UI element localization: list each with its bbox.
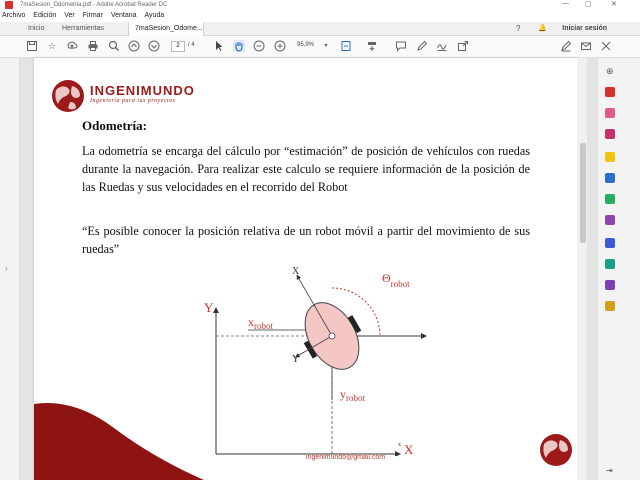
toolbar: [0, 36, 640, 58]
collapse-panel-icon[interactable]: ⇥: [606, 466, 613, 475]
zoom-out-icon[interactable]: [253, 40, 265, 52]
mark-icon[interactable]: [600, 40, 612, 52]
paragraph-1: La odometría se encarga del cálculo por “estimación” de posición de vehículos con ruedas durante la navegación. Para realizar este calculo se requiere información de la posición de las Ruedas y sus velocidades en el recorrido del Robot: [82, 144, 530, 194]
menu-ayuda[interactable]: Ayuda: [144, 12, 165, 19]
organize-pages-icon[interactable]: [605, 194, 615, 204]
document-area[interactable]: [20, 58, 597, 480]
create-pdf-icon[interactable]: [605, 108, 615, 118]
send-for-signature-icon[interactable]: [605, 301, 615, 311]
page-number-input[interactable]: 2: [171, 41, 185, 52]
hand-icon[interactable]: [233, 40, 245, 52]
left-panel: [0, 58, 20, 480]
signin-button[interactable]: Iniciar sesión: [562, 25, 607, 32]
footer-logo-globe-icon: [538, 432, 574, 468]
upload-icon[interactable]: [66, 40, 78, 52]
scrollbar-thumb[interactable]: [580, 143, 586, 243]
tab-home[interactable]: Inicio: [28, 25, 45, 32]
title-bar: [0, 0, 640, 11]
tab-bar: [0, 22, 640, 36]
expand-left-icon[interactable]: ›: [5, 264, 8, 273]
logo-globe-icon: [50, 78, 86, 114]
acrobat-icon: [5, 1, 13, 9]
odometry-diagram: [204, 260, 444, 456]
search-icon[interactable]: [108, 40, 120, 52]
export-pdf-icon[interactable]: [605, 87, 615, 97]
protect-icon[interactable]: [605, 238, 615, 248]
minimize-button[interactable]: —: [562, 0, 569, 7]
menu-archivo[interactable]: Archivo: [2, 12, 26, 19]
redact-icon[interactable]: [605, 215, 615, 225]
zoom-value[interactable]: 95,9%: [297, 42, 315, 48]
close-button[interactable]: ✕: [611, 1, 617, 8]
footer-email[interactable]: ingenimundo@gmail.com: [306, 454, 386, 461]
menu-firmar[interactable]: Firmar: [82, 12, 103, 19]
search-panel-icon[interactable]: ⊕: [606, 66, 614, 76]
maximize-button[interactable]: ▢: [585, 1, 592, 8]
label-theta-robot: $\Theta_{robot}$: [382, 271, 410, 289]
comment-tool-icon[interactable]: [605, 152, 615, 162]
vertical-scrollbar[interactable]: [577, 58, 587, 480]
sign-icon[interactable]: [436, 40, 448, 52]
mail-icon[interactable]: [580, 40, 592, 52]
tab-document-label: 7maSesion_Odome...: [135, 25, 203, 32]
edit-icon[interactable]: [560, 40, 572, 52]
pdf-page: [34, 58, 579, 480]
combine-files-icon[interactable]: [605, 173, 615, 183]
page-up-icon[interactable]: [128, 40, 140, 52]
bookmark-icon[interactable]: ☆: [47, 41, 57, 51]
right-tools-panel: [597, 58, 640, 480]
label-y-robot: $y_{robot}$: [340, 387, 365, 403]
tab-document[interactable]: [128, 22, 204, 36]
fill-sign-icon[interactable]: [605, 280, 615, 290]
help-icon[interactable]: ?: [516, 24, 521, 33]
fit-icon[interactable]: [340, 40, 352, 52]
menu-edicion[interactable]: Edición: [33, 12, 57, 19]
page-down-icon[interactable]: [148, 40, 160, 52]
page-heading: Odometría:: [82, 118, 147, 133]
optimize-icon[interactable]: [605, 259, 615, 269]
label-corner-x: x: [398, 442, 401, 448]
comment-icon[interactable]: [395, 40, 407, 52]
label-x-robot: $x_{robot}$: [248, 315, 273, 331]
bell-icon[interactable]: 🔔: [538, 25, 547, 32]
cursor-icon[interactable]: [213, 40, 225, 52]
label-axis-x: X: [404, 442, 414, 456]
zoom-dropdown-icon[interactable]: ▾: [324, 43, 328, 49]
share-icon[interactable]: [457, 40, 469, 52]
zoom-in-icon[interactable]: [274, 40, 286, 52]
paragraph-2: “Es posible conocer la posición relativa de un robot móvil a partir del movimiento de sus ruedas”: [82, 224, 530, 256]
label-local-x: X: [292, 266, 300, 277]
label-axis-y: Y: [204, 300, 214, 315]
logo-text: INGENIMUNDO: [90, 83, 195, 98]
print-icon[interactable]: [87, 40, 99, 52]
menu-ventana[interactable]: Ventana: [110, 12, 137, 19]
menu-bar: [0, 11, 640, 22]
pen-icon[interactable]: [416, 40, 428, 52]
logo-subtitle: Ingeniería para tus proyectos: [90, 98, 176, 104]
label-local-y: Y: [292, 354, 300, 365]
page-total: / 4: [188, 42, 195, 48]
save-icon[interactable]: [26, 40, 38, 52]
scroll-icon[interactable]: [366, 40, 378, 52]
window-title: 7maSesion_Odometria.pdf - Adobe Acrobat Reader DC: [20, 2, 168, 8]
tab-tools[interactable]: Herramientas: [62, 25, 105, 32]
edit-pdf-icon[interactable]: [605, 129, 615, 139]
menu-ver[interactable]: Ver: [64, 12, 75, 19]
decorative-wave: [34, 398, 204, 480]
